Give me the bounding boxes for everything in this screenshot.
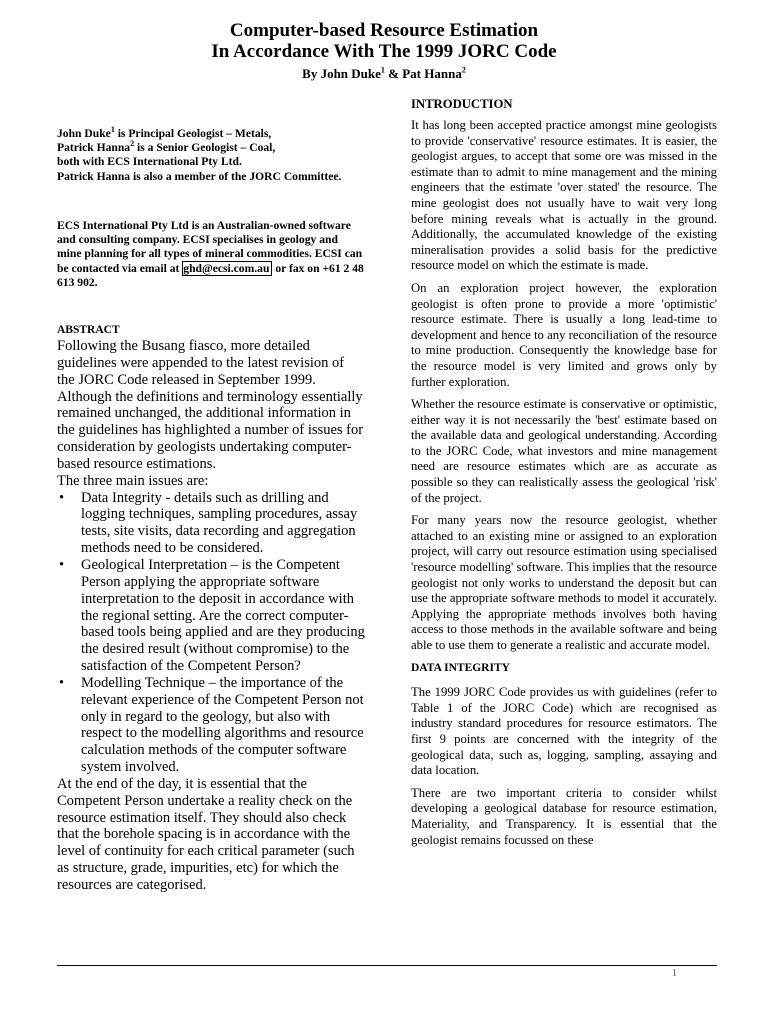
bullet-icon: • — [59, 556, 65, 573]
bullet-icon: • — [59, 674, 65, 691]
email-link[interactable]: ghd@ecsi.com.au — [182, 261, 272, 276]
intro-paragraph: It has long been accepted practice amongst mine geologists to provide 'conservative' resource estimates. It is easier, the geologist argues, to accept that some ore was missed in the estimate than to admit to mine management and the mining engineers that the estimate 'over stated' the resource. The mine geologist does not usually have to wait very long before mining reveals what is actually in the ground. Additionally, the accumulated knowledge of the existing mineralisation provides a solid basis for the predictive resource model on which the estimate is made. — [411, 118, 717, 273]
byline-prefix: By John Duke — [302, 66, 381, 81]
byline-sup-1: 1 — [380, 65, 385, 75]
intro-paragraph: On an exploration project however, the exploration geologist is often prone to provide a more 'optimistic' resource estimate. There is usually a long lead-time to development and hence to any reconciliation of the resource to mine production. Consequently the knowledge base for the resource model is very limited and grows only by further exploration. — [411, 280, 717, 389]
company-note-text: ECS International Pty Ltd is an Australian-owned software and consulting company. ECSI specialises in geology and mine planning for all types of mineral commodities. ECSI can be contacted via email at — [57, 219, 363, 275]
list-item — [57, 490, 365, 557]
paper-title-line-1: Computer-based Resource Estimation — [229, 20, 539, 41]
byline-mid: & Pat Hanna — [384, 66, 462, 81]
list-item — [57, 675, 365, 776]
note-name-hanna: Patrick Hanna — [57, 141, 131, 155]
right-column-body — [411, 118, 717, 855]
footer-divider — [57, 965, 717, 966]
note-name-duke: John Duke — [57, 127, 111, 140]
abstract-paragraph: The three main issues are: — [57, 472, 209, 489]
data-integrity-paragraph: There are two important criteria to consider whilst developing a geological database for resource estimation, Materiality, and Transparency. It is essential that the geologist remains focussed on these — [411, 785, 717, 847]
abstract-bullet-list — [57, 490, 365, 776]
list-item — [57, 557, 365, 675]
bullet-text: Data Integrity - details such as drilling and logging techniques, sampling procedures, assay tests, site visits, data recording and aggregation methods need to be considered. — [81, 489, 358, 557]
intro-paragraph: For many years now the resource geologist, whether attached to an existing mine or assigned to an exploration project, will carry out resource estimation using specialised 'resource modelling' software. This implies that the resource geologist not only works to understand the deposit but can use the appropriate software methods to model it accurately. Applying the appropriate methods involves both having access to those methods in the available software and being able to use them to generate a realistic and accurate model. — [411, 513, 717, 652]
author-byline — [0, 66, 768, 82]
note-jorc-member: Patrick Hanna is also a member of the JORC Committee. — [57, 169, 342, 183]
bullet-text: Modelling Technique – the importance of the relevant experience of the Competent Person not only in regard to the geology, but also with respect to the modelling algorithms and resource calculation methods of the computer software system involved. — [81, 674, 364, 776]
paper-title-line-2: In Accordance With The 1999 JORC Code — [211, 41, 557, 62]
byline-sup-2: 2 — [461, 65, 466, 75]
abstract-paragraph: At the end of the day, it is essential that the Competent Person undertake a reality check on the resource estimation itself. They should also check that the borehole spacing is in accordance with the level of continuity for each critical parameter (such as structure, grade, impurities, etc) for which the resources are categorised. — [57, 775, 355, 893]
note-role-duke: is Principal Geologist – Metals, — [114, 127, 272, 140]
page-number: 1 — [672, 968, 677, 979]
note-sup-1: 1 — [110, 125, 115, 135]
company-fax: or fax on +61 2 48 613 902. — [57, 261, 364, 289]
data-integrity-heading: DATA INTEGRITY — [411, 661, 510, 674]
abstract-body — [57, 338, 365, 894]
bullet-icon: • — [59, 489, 65, 506]
abstract-heading: ABSTRACT — [57, 324, 120, 336]
intro-paragraph: Whether the resource estimate is conservative or optimistic, either way it is not necessarily the 'best' estimate based on the available data and geological understanding. According to the JORC Code, what investors and mine management need are resource estimates which are as accurate as possible so they can realistically assess the geological 'risk' of the project. — [411, 397, 717, 505]
data-integrity-paragraph: The 1999 JORC Code provides us with guidelines (refer to Table 1 of the JORC Code) which are recognised as industry standard procedures for resource estimators. The first 9 points are concerned with the integrity of the geological data, such as, logging, sampling, assaying and data location. — [411, 685, 717, 778]
note-role-hanna: is a Senior Geologist – Coal, — [134, 141, 276, 155]
abstract-paragraph: Following the Busang fiasco, more detailed guidelines were appended to the latest revision of the JORC Code released in September 1999. Although the definitions and terminology essentially remained unchanged, the additional information in the guidelines has highlighted a number of issues for consideration by geologists undertaking computer-based resource estimations. — [57, 338, 364, 472]
company-note — [57, 219, 365, 290]
introduction-heading: INTRODUCTION — [411, 97, 513, 111]
note-sup-2: 2 — [130, 139, 135, 149]
bullet-text: Geological Interpretation – is the Competent Person applying the appropriate software interpretation to the deposit in accordance with the regional setting. Are the correct computer-based tools being applied and are they producing the desired result (without compromise) to the satisfaction of the Competent Person? — [81, 556, 365, 675]
author-affiliation-note — [57, 127, 365, 184]
note-company: both with ECS International Pty Ltd. — [57, 155, 242, 169]
